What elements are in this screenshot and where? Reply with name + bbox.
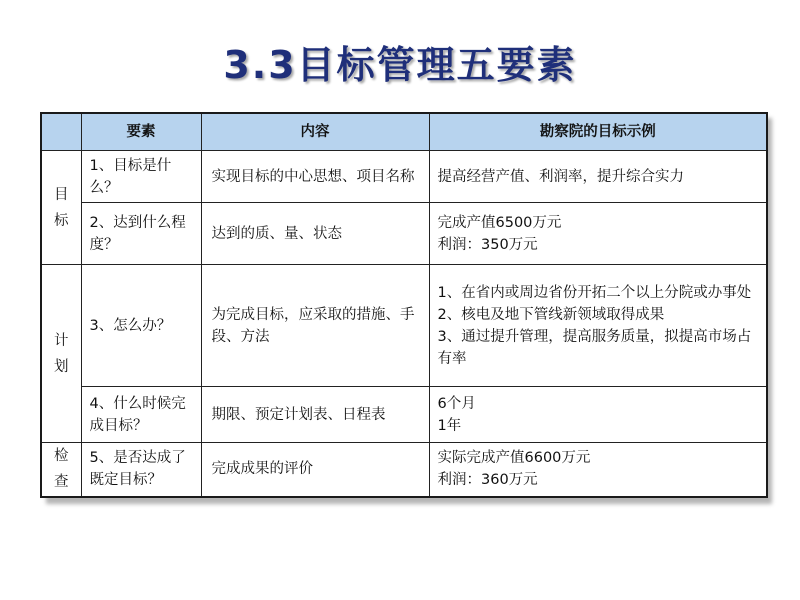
content-cell: 实现目标的中心思想、项目名称 xyxy=(201,151,429,203)
example-cell: 提高经营产值、利润率，提升综合实力 xyxy=(429,151,767,203)
table-row xyxy=(41,265,767,387)
element-cell: 5、是否达成了既定目标？ xyxy=(81,443,201,497)
content-cell: 完成成果的评价 xyxy=(201,443,429,497)
elements-table xyxy=(40,112,768,498)
group-label-check: 检 查 xyxy=(41,443,81,497)
header-example-col: 勘察院的目标示例 xyxy=(429,113,767,151)
elements-table-container xyxy=(40,112,766,498)
example-cell: 1、在省内或周边省份开拓二个以上分院或办事处 2、核电及地下管线新领域取得成果 3、通过提升管理，提高服务质量，拟提高市场占有率 xyxy=(429,265,767,387)
element-cell: 2、达到什么程度？ xyxy=(81,203,201,265)
content-cell: 为完成目标，应采取的措施、手段、方法 xyxy=(201,265,429,387)
content-cell: 达到的质、量、状态 xyxy=(201,203,429,265)
element-cell: 4、什么时候完成目标？ xyxy=(81,387,201,443)
table-row xyxy=(41,387,767,443)
example-cell: 实际完成产值6600万元 利润：360万元 xyxy=(429,443,767,497)
table-row xyxy=(41,203,767,265)
element-cell: 3、怎么办？ xyxy=(81,265,201,387)
group-label-goal: 目 标 xyxy=(41,151,81,265)
slide-title: 3.3目标管理五要素 xyxy=(223,43,577,87)
element-cell: 1、目标是什么？ xyxy=(81,151,201,203)
table-row xyxy=(41,443,767,497)
header-element-col: 要素 xyxy=(81,113,201,151)
example-cell: 完成产值6500万元 利润：350万元 xyxy=(429,203,767,265)
content-cell: 期限、预定计划表、日程表 xyxy=(201,387,429,443)
header-content-col: 内容 xyxy=(201,113,429,151)
table-header-row xyxy=(41,113,767,151)
group-label-plan: 计 划 xyxy=(41,265,81,443)
example-cell: 6个月 1年 xyxy=(429,387,767,443)
table-row xyxy=(41,151,767,203)
header-group-col xyxy=(41,113,81,151)
